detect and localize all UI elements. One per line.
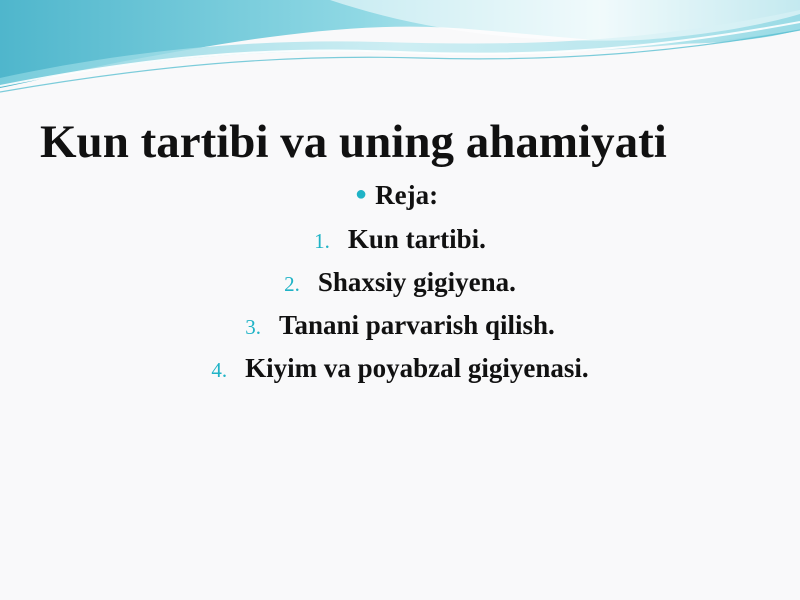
list-item xyxy=(0,304,800,347)
list-item-text: Tanani parvarish qilish. xyxy=(278,310,555,340)
list-item xyxy=(0,261,800,304)
plan-heading-label: Reja: xyxy=(375,180,439,210)
list-item-number: 2. xyxy=(284,272,300,296)
slide-title: Kun tartibi va uning ahamiyati xyxy=(40,116,667,168)
list-item-text: Shaxsiy gigiyena. xyxy=(317,267,516,297)
list-item-number: 1. xyxy=(314,229,330,253)
bullet-dot-icon: ● xyxy=(355,183,368,205)
list-item-text: Kiyim va poyabzal gigiyenasi. xyxy=(245,353,589,383)
list-item-number: 4. xyxy=(211,358,228,382)
agenda-list xyxy=(0,218,800,390)
plan-heading xyxy=(355,178,438,215)
header-wave-decoration xyxy=(0,0,800,100)
list-item-text: Kun tartibi. xyxy=(347,224,486,254)
list-item xyxy=(0,347,800,390)
list-item-number: 3. xyxy=(245,315,261,339)
list-item xyxy=(0,218,800,261)
